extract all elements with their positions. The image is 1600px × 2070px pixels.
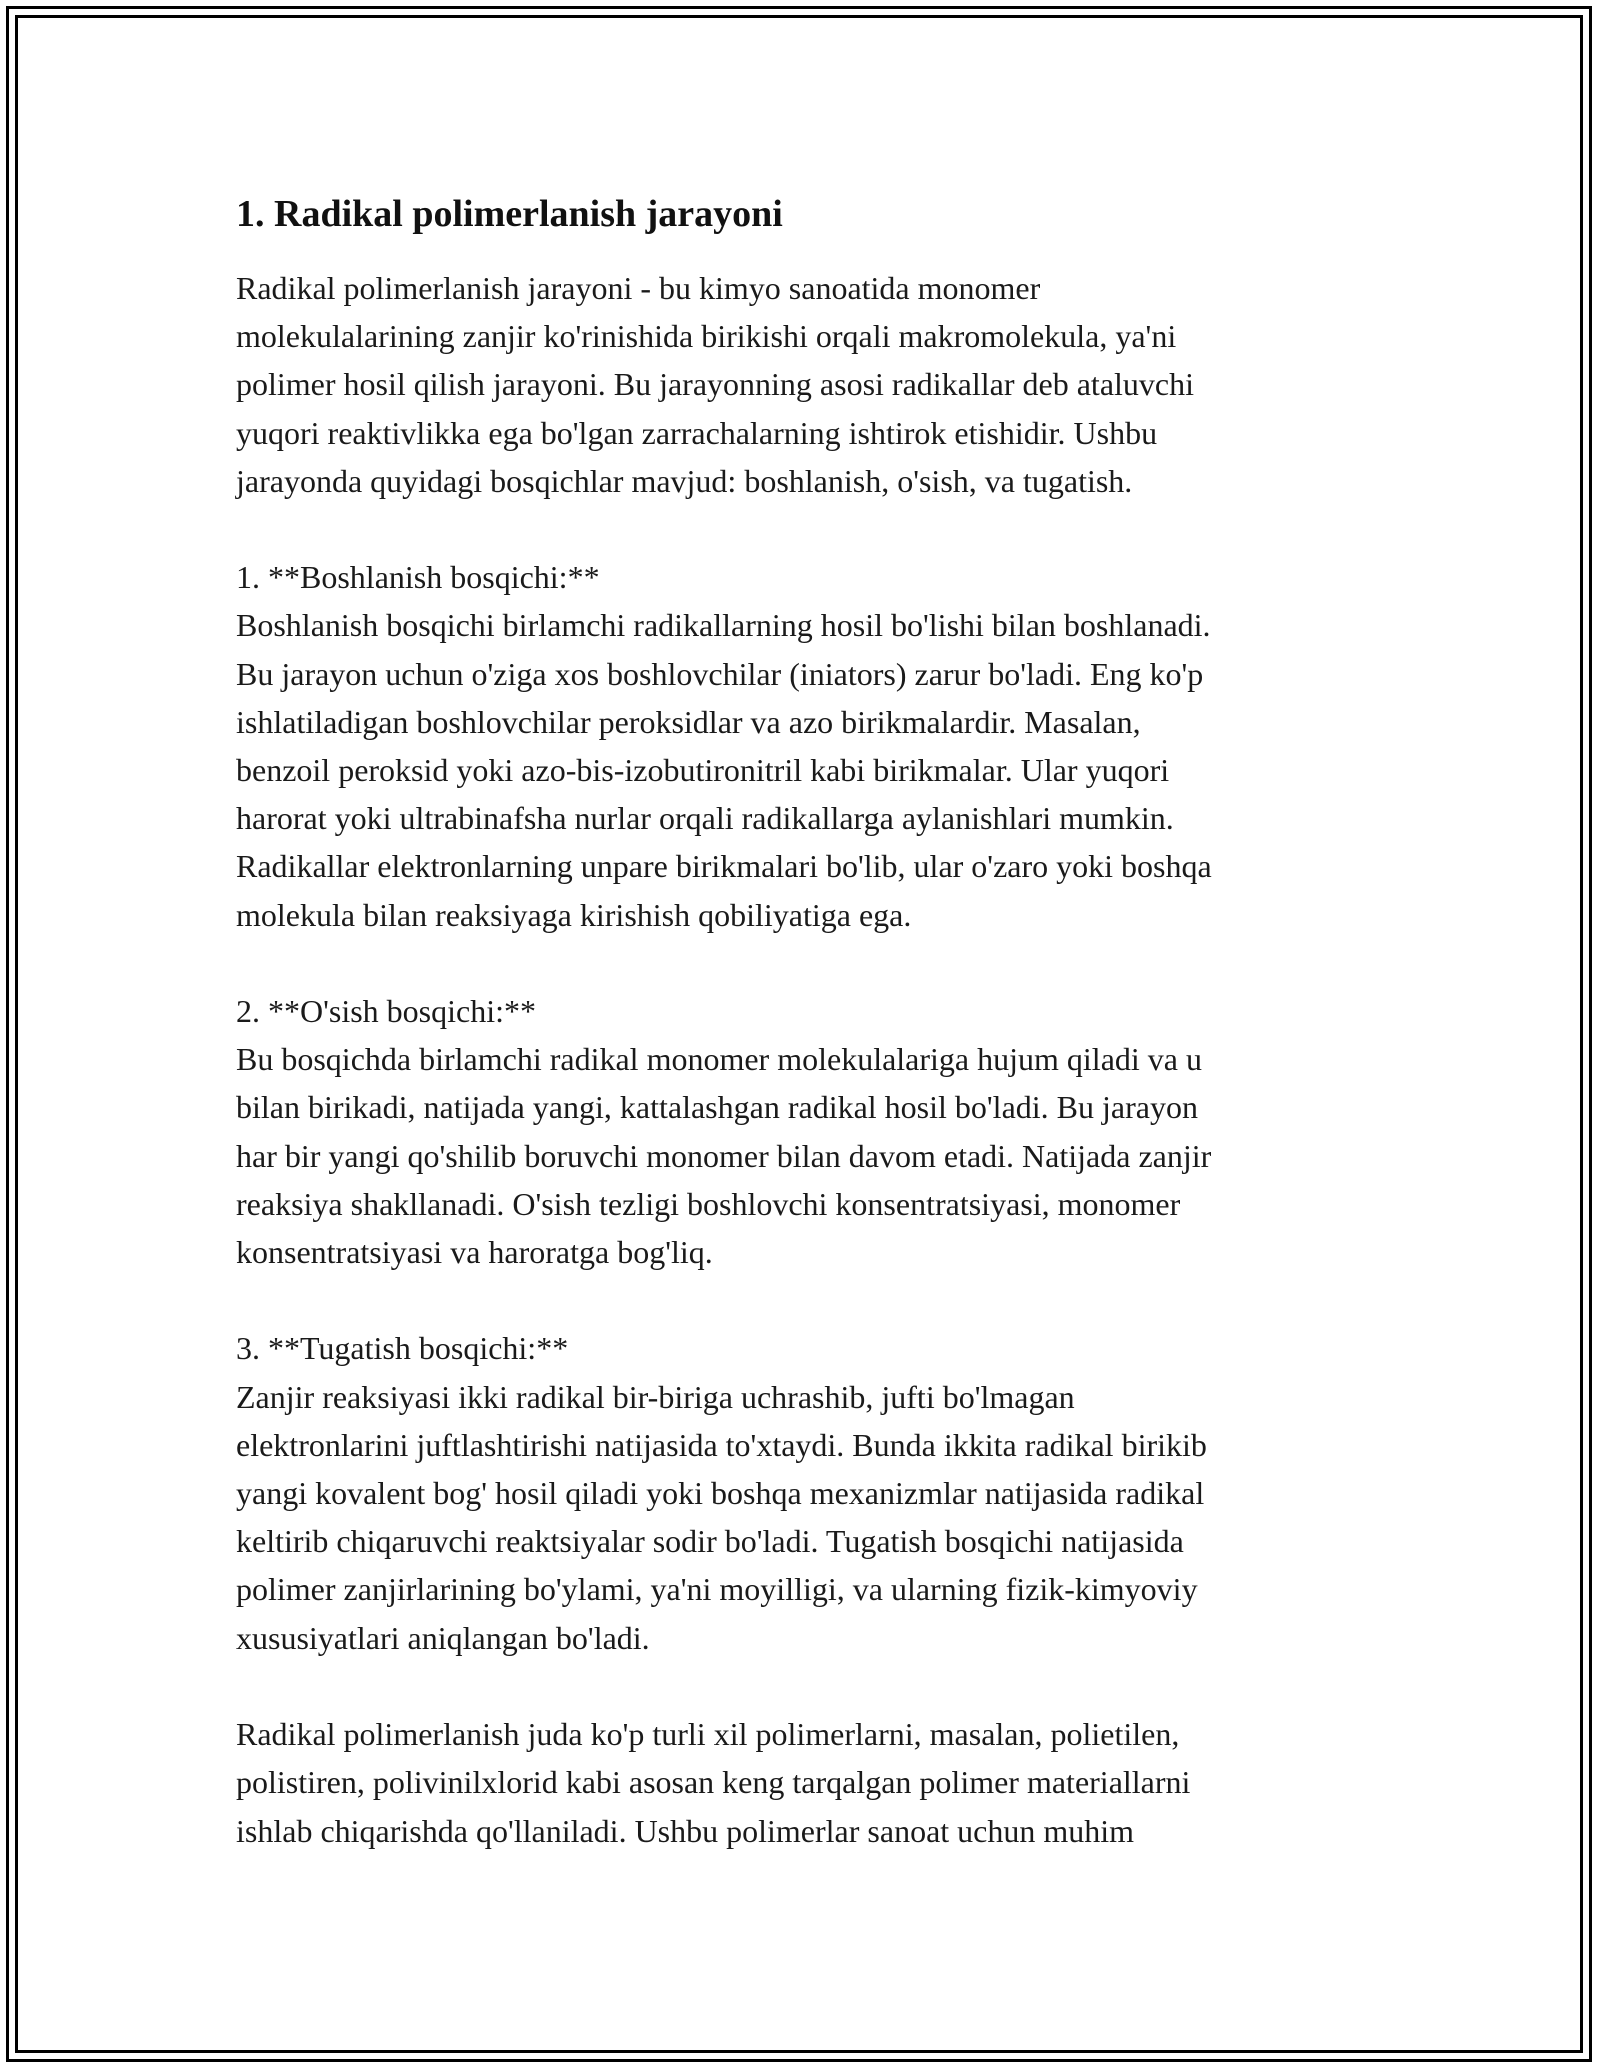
document-title: 1. Radikal polimerlanish jarayoni bbox=[236, 193, 783, 235]
document-content bbox=[236, 190, 1376, 1855]
document-body: Radikal polimerlanish jarayoni - bu kimyo sanoatida monomer molekulalarining zanjir ko'rinishida birikishi orqali makromolekula, ya'ni polimer hosil qilish jarayoni. Bu jarayonning asosi radikallar deb ataluvchi yuqori reaktivlikka ega bo'lgan zarrachalarning ishtirok etishidir. Ushbu jarayonda quyidagi bosqichlar mavjud: boshlanish, o'sish, va tugatish. 1. **Boshlanish bosqichi:** Boshlanish bosqichi birlamchi radikallarning hosil bo'lishi bilan boshlanadi. Bu jarayon uchun o'ziga xos boshlovchilar (iniators) zarur bo'ladi. Eng ko'p ishlatiladigan boshlovchilar peroksidlar va azo birikmalardir. Masalan, benzoil peroksid yoki azo-bis-izobutironitril kabi birikmalar. Ular yuqori harorat yoki ultrabinafsha nurlar orqali radikallarga aylanishlari mumkin. Radikallar elektronlarning unpare birikmalari bo'lib, ular o'zaro yoki boshqa molekula bilan reaksiyaga kirishish qobiliyatiga ega. 2. **O'sish bosqichi:** Bu bosqichda birlamchi radikal monomer molekulalariga hujum qiladi va u bilan birikadi, natijada yangi, kattalashgan radikal hosil bo'ladi. Bu jarayon har bir yangi qo'shilib boruvchi monomer bilan davom etadi. Natijada zanjir reaksiya shakllanadi. O'sish tezligi boshlovchi konsentratsiyasi, monomer konsentratsiyasi va haroratga bog'liq. 3. **Tugatish bosqichi:** Zanjir reaksiyasi ikki radikal bir-biriga uchrashib, jufti bo'lmagan elektronlarini juftlashtirishi natijasida to'xtaydi. Bunda ikkita radikal birikib yangi kovalent bog' hosil qiladi yoki boshqa mexanizmlar natijasida radikal keltirib chiqaruvchi reaktsiyalar sodir bo'ladi. Tugatish bosqichi natijasida polimer zanjirlarining bo'ylami, ya'ni moyilligi, va ularning fizik-kimyoviy xususiyatlari aniqlangan bo'ladi. Radikal polimerlanish juda ko'p turli xil polimerlarni, masalan, polietilen, polistiren, polivinilxlorid kabi asosan keng tarqalgan polimer materiallarni ishlab chiqarishda qo'llaniladi. Ushbu polimerlar sanoat uchun muhim bbox=[236, 270, 1212, 1849]
